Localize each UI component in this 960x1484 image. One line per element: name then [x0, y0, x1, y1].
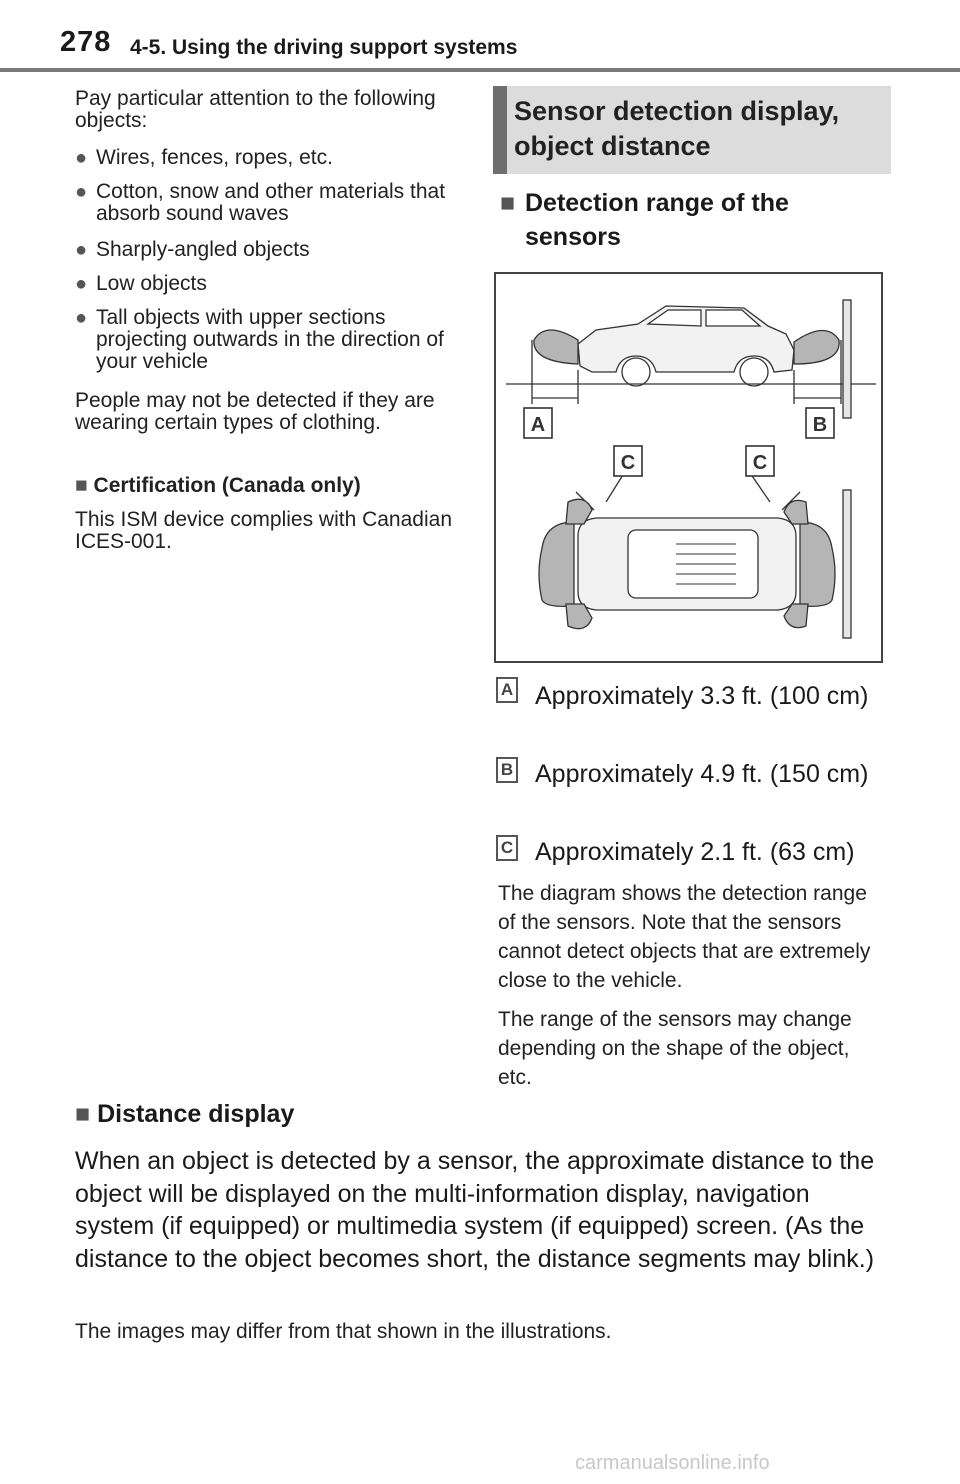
- watermark: carmanualsonline.info: [575, 1452, 770, 1474]
- cert-text: This ISM device complies with Canadian ICES-001.: [75, 508, 452, 553]
- figure-label-b: B: [812, 414, 828, 436]
- square-bullet-icon: ■: [75, 1100, 91, 1128]
- legend-text-b: Approximately 4.9 ft. (150 cm): [535, 760, 869, 788]
- bullet-icon: ●: [75, 147, 88, 169]
- legend-key-c: C: [496, 835, 518, 861]
- detection-note: The diagram shows the detection range of the sensors. Note that the sensors cannot detect objects that are extremely close to the vehicle.: [498, 882, 871, 992]
- list-item-text: Wires, fences, ropes, etc.: [96, 146, 333, 169]
- figure-label-c: C: [620, 452, 636, 474]
- legend-text-c: Approximately 2.1 ft. (63 cm): [535, 838, 855, 866]
- square-bullet-icon: ■: [500, 189, 516, 217]
- square-bullet-icon: ■: [75, 474, 88, 497]
- sensor-zone-rear: [794, 330, 839, 364]
- bullet-icon: ●: [75, 239, 88, 261]
- distance-heading: [75, 1100, 294, 1129]
- wall: [843, 490, 851, 638]
- sensor-zone-front: [539, 522, 574, 606]
- list-item-text: Cotton, snow and other materials that absorb sound waves: [96, 180, 446, 225]
- cert-heading: [75, 475, 460, 497]
- sensor-zone-front: [534, 330, 578, 364]
- car-wheel: [622, 358, 650, 386]
- bullet-icon: ●: [75, 181, 88, 203]
- sensor-range-figure: [494, 272, 883, 663]
- distance-heading-text: Distance display: [97, 1100, 295, 1128]
- car-wheel: [740, 358, 768, 386]
- legend-key-b: B: [496, 757, 518, 783]
- list-item-text: Low objects: [96, 272, 207, 295]
- bullet-icon: ●: [75, 307, 88, 329]
- cert-heading-text: Certification (Canada only): [93, 474, 361, 497]
- wall: [843, 300, 851, 418]
- legend-text-a: Approximately 3.3 ft. (100 cm): [535, 682, 869, 710]
- people-note: People may not be detected if they are wearing certain types of clothing.: [75, 389, 435, 434]
- sensor-zone-rear: [800, 522, 835, 606]
- topic-header-accent: [493, 86, 507, 174]
- illustration-note: The images may differ from that shown in the illustrations.: [75, 1320, 612, 1343]
- car-window: [706, 310, 760, 326]
- figure-label-a: A: [530, 414, 546, 436]
- distance-body: When an object is detected by a sensor, the approximate distance to the object will be displayed on the multi-information display, navigation system (if equipped) or multimedia system (if equipped) screen. (As the distance to the object becomes short, the distance segments may blink.): [75, 1147, 875, 1273]
- range-note: The range of the sensors may change depending on the shape of the object, etc.: [498, 1008, 852, 1089]
- section-title: 4-5. Using the driving support systems: [130, 36, 518, 59]
- bullet-icon: ●: [75, 273, 88, 295]
- intro-text: Pay particular attention to the following objects:: [75, 87, 436, 132]
- header-divider: [0, 68, 960, 72]
- list-item-text: Tall objects with upper sections projecting outwards in the direction of your vehicle: [96, 306, 444, 373]
- list-item-text: Sharply-angled objects: [96, 238, 310, 261]
- topic-title: Sensor detection display, object distance: [514, 96, 840, 161]
- sensor-range-illustration: [496, 274, 881, 661]
- detection-heading-text: Detection range of the sensors: [525, 189, 789, 251]
- legend-key-a: A: [496, 677, 518, 703]
- page-number: 278: [60, 26, 112, 58]
- figure-label-c: C: [752, 452, 768, 474]
